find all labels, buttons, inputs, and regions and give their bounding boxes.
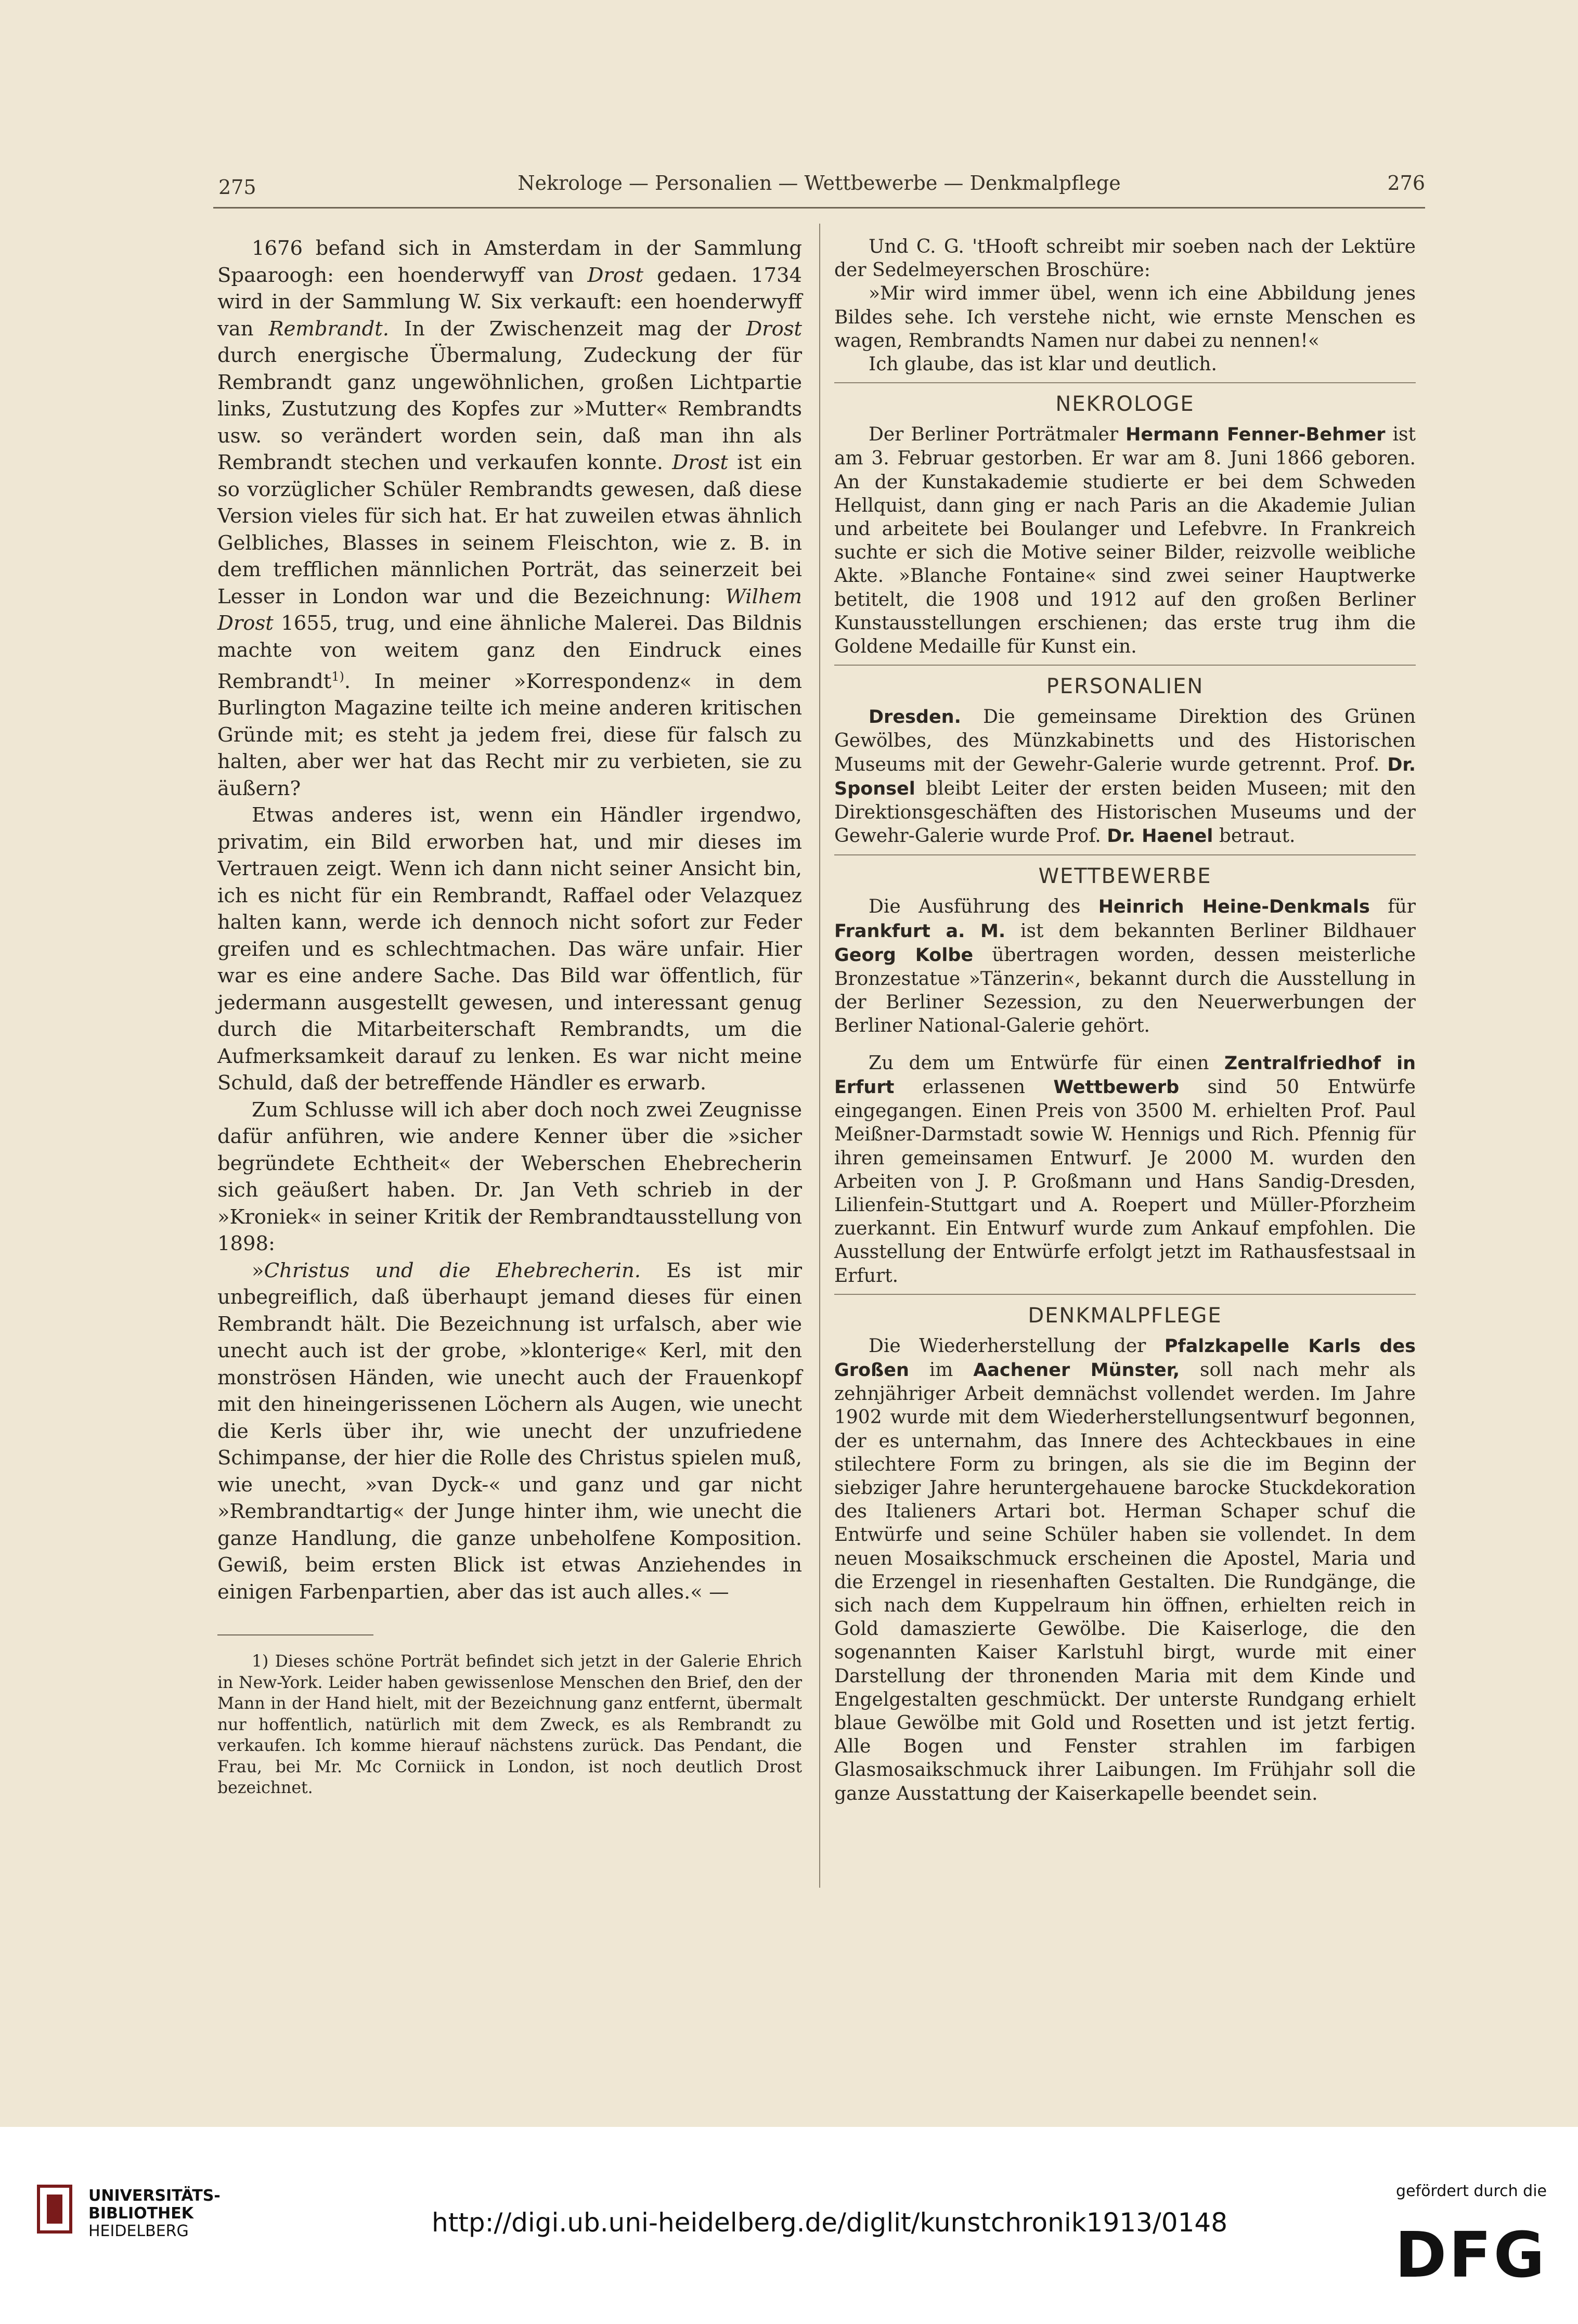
paragraph: »Mir wird immer übel, wenn ich eine Abbildung jenes Bildes sehe. Ich verstehe nicht, wie ernste Menschen es wagen, Rembrandts Namen nur dabei zu nennen!« — [834, 283, 1416, 352]
quote-paragraph: »Christus und die Ehebrecherin. Es ist mir unbegreiflich, daß überhaupt jemand dieses für einen Rembrandt hält. Die Bezeichnung ist urfalsch, aber wie unecht auch ist der grobe, »klonterige« Kerl, mit den monströsen Händen, wie unecht auch der Frauenkopf mit den hineingerissenen Löchern als Augen, wie unecht die Kerls über ihr, wie unecht der unzufriedene Schimpanse, der hier die Rolle des Christus spielen muß, wie unecht, »van Dyck-« und ganz und gar nicht »Rembrandtartig« der Junge hinter ihm, wie unecht die ganze Handlung, die ganze unbeholfene Komposition. Gewiß, beim ersten Blick ist etwas Anziehendes in einigen Farbenpartien, aber das ist auch alles.« — — [217, 1258, 803, 1604]
paragraph: Und C. G. 'tHooft schreibt mir soeben nach der Lektüre der Sedelmeyerschen Broschüre: — [834, 236, 1416, 281]
paragraph: Etwas anderes ist, wenn ein Händler irgendwo, privatim, ein Bild erworben hat, und mir dieses im Vertrauen zeigt. Wenn ich dann nicht seiner Ansicht bin, ich es nicht für ein Rembrandt, Raffael oder Velazquez halten kann, werde ich dennoch nicht sofort zur Feder greifen und es schlechtmachen. Das wäre unfair. Hier war es eine andere Sache. Das Bild war öffentlich, für jedermann ausgestellt gewesen, und interessant genug durch die Mitarbeiterschaft Rembrandts, um die Aufmerksamkeit darauf zu lenken. Es war nicht meine Schuld, daß der betreffende Händler es erwarb. — [217, 803, 802, 1095]
section-rule — [834, 382, 1416, 383]
digitization-footer — [0, 2127, 1578, 2324]
section-rule — [834, 1294, 1416, 1295]
paragraph: Zum Schlusse will ich aber doch noch zwei Zeugnisse dafür anführen, wie andere Kenner über die »sicher begründete Echtheit« der Weberschen Ehebrecherin sich geäußert haben. Dr. Jan Veth schrieb in der »Kroniek« in seiner Kritik der Rembrandtausstellung von 1898: — [217, 1098, 802, 1256]
footnote: 1) Dieses schöne Porträt befindet sich jetzt in der Galerie Ehrich in New-York. Leider haben gewissenlose Menschen den Brief, den der Mann in der Hand hielt, mit der Bezeichnung ganz entfernt, übermalt nur hoffentlich, natürlich mit dem Zweck, es als Rembrandt zu verkaufen. Ich komme hierauf nächstens zurück. Das Pendant, die Frau, bei Mr. Mc Corniick in London, ist noch deutlich Drost bezeichnet. — [217, 1652, 802, 1798]
paragraph: 1676 befand sich in Amsterdam in der Sammlung Spaaroogh: een hoenderwyff van Drost gedaen. 1734 wird in der Sammlung W. Six verkauft: een hoenderwyff van Rembrandt. In der Zwischenzeit mag der Drost durch energische Übermalung, Zudeckung der für Rembrandt ganz ungewöhnlichen, großen Lichtpartie links, Zustutzung des Kopfes zur »Mutter« Rembrandts usw. so verändert worden sein, daß man ihn als Rembrandt stechen und verkaufen konnte. Drost ist ein so vorzüglicher Schüler Rembrandts gewesen, daß diese Version vieles für sich hat. Er hat zuweilen etwas ähnlich Gelbliches, Blasses in seinem Fleischton, wie z. B. in dem trefflichen männlichen Porträt, das seinerzeit bei Lesser in London war und die Bezeichnung: Wilhem Drost 1655, trug, und eine ähnliche Malerei. Das Bildnis machte von weitem ganz den Eindruck eines Rembrandt$^{1)}$. In meiner »Korrespondenz« in dem Burlington Magazine teilte ich meine anderen kritischen Gründe mit; es steht ja jedem frei, diese für falsch zu halten, aber wer hat das Recht mir zu verbieten, sie zu äußern? — [217, 237, 802, 800]
running-header — [213, 167, 1425, 204]
footnote-rule — [217, 1634, 373, 1635]
section-rule — [834, 854, 1416, 855]
dfg-logo[interactable]: DFG — [1394, 2219, 1547, 2292]
source-url-link[interactable]: http://digi.ub.uni-heidelberg.de/diglit/kunstchronik1913/0148 — [432, 2208, 1228, 2238]
footnote-ref: 1) — [331, 669, 344, 684]
header-rule — [213, 207, 1425, 209]
header-title: Nekrologe — Personalien — Wettbewerbe — Denkmalpflege — [518, 172, 1121, 194]
section-heading-denkmalpflege: DENKMALPFLEGE — [1028, 1303, 1222, 1328]
paragraph: Der Berliner Porträtmaler Hermann Fenner-Behmer ist am 3. Februar gestorben. Er war am 8. Juni 1866 geboren. An der Kunstakademie studierte er bei dem Schweden Hellquist, dann ging er nach Paris an die Akademie Julian und arbeitete bei Boulanger und Lefebvre. In Frankreich suchte er sich die Motive seiner Bilder, reizvolle weibliche Akte. »Blanche Fontaine« sind zwei seiner Hauptwerke betitelt, die 1908 und 1912 auf den großen Berliner Kunstausstellungen erschienen; das erste trug ihm die Goldene Medaille für Kunst ein. — [834, 424, 1416, 658]
paragraph: Die Wiederherstellung der Pfalzkapelle Karls des Großen im Aachener Münster, soll nach mehr als zehnjähriger Arbeit demnächst vollendet werden. Im Jahre 1902 wurde mit dem Wiederherstellungsentwurf begonnen, der es unternahm, das Innere des Achteckbaues in eine stilechtere Form zu bringen, als sie die im Beginn der siebziger Jahre heruntergehauene barocke Stuckdekoration des Italieners Artari bot. Herman Schaper schuf die Entwürfe und seine Schüler haben sie vollendet. In dem neuen Mosaikschmuck erscheinen die Apostel, Maria und die Erzengel in riesenhaften Gestalten. Die Rundgänge, die sich nach dem Kuppelraum hin öffnen, erhielten reich in Gold damaszierte Gewölbe. Die Kaiserloge, die den sogenannten Kaiser Karlstuhl birgt, wurde mit einer Darstellung der thronenden Maria mit dem Kinde und Engelgestalten geschmückt. Der unterste Rundgang erhielt blaue Gewölbe mit Gold und Rosetten und ist jetzt fertig. Alle Bogen und Fenster strahlen im farbigen Glasmosaikschmuck ihrer Laibungen. Im Frühjahr soll die ganze Ausstattung der Kaiserkapelle beendet sein. — [834, 1335, 1416, 1804]
section-heading-wettbewerbe: WETTBEWERBE — [1038, 864, 1212, 889]
page-number-right: 276 — [1387, 172, 1425, 194]
column-divider — [819, 224, 820, 1888]
section-heading-nekrologe: NEKROLOGE — [1055, 392, 1195, 417]
library-seal-icon — [36, 2184, 73, 2234]
page-number-left: 275 — [218, 176, 256, 199]
right-column — [834, 235, 1416, 1806]
left-column — [217, 235, 802, 1799]
section-heading-personalien: PERSONALIEN — [1046, 674, 1204, 699]
library-name: UNIVERSITÄTS- BIBLIOTHEK HEIDELBERG — [88, 2187, 221, 2240]
paragraph: Ich glaube, das ist klar und deutlich. — [869, 354, 1217, 375]
paragraph: Die Ausführung des Heinrich Heine-Denkmals für Frankfurt a. M. ist dem bekannten Berliner Bildhauer Georg Kolbe übertragen worden, dessen meisterliche Bronzestatue »Tänzerin«, bekannt durch die Ausstellung in der Berliner Sezession, zu den Neuerwerbungen der Berliner National-Galerie gehört. — [834, 896, 1416, 1037]
paragraph: Dresden. Die gemeinsame Direktion des Grünen Gewölbes, des Münzkabinetts und des Historischen Museums mit der Gewehr-Galerie wurde getrennt. Prof. Dr. Sponsel bleibt Leiter der ersten beiden Museen; mit den Direktionsgeschäften des Historischen Museums und der Gewehr-Galerie wurde Prof. Dr. Haenel betraut. — [834, 706, 1416, 847]
section-rule — [834, 665, 1416, 666]
paragraph: Zu dem um Entwürfe für einen Zentralfriedhof in Erfurt erlassenen Wettbewerb sind 50 Entwürfe eingegangen. Einen Preis von 3500 M. erhielten Prof. Paul Meißner-Darmstadt sowie W. Hennigs und Rich. Pfennig für ihren gemeinsamen Entwurf. Je 2000 M. wurden den Arbeiten von J. P. Großmann und Hans Sandig-Dresden, Lilienfein-Stuttgart und A. Roepert und Müller-Pforzheim zuerkannt. Ein Entwurf wurde zum Ankauf empfohlen. Die Ausstellung der Entwürfe erfolgt jetzt im Rathausfestsaal in Erfurt. — [834, 1052, 1416, 1287]
funded-by-label: gefördert durch die — [1396, 2182, 1547, 2200]
